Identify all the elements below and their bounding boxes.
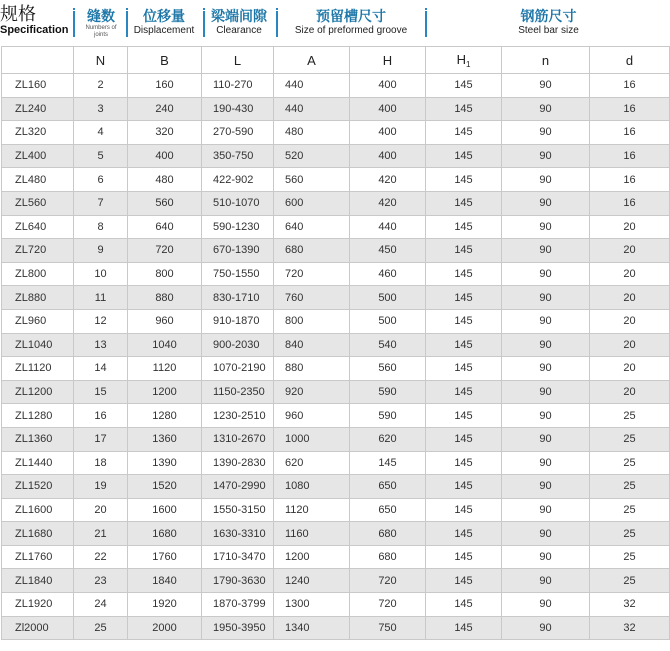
cell-groove-h: 620 bbox=[350, 427, 426, 451]
cell-joints: 24 bbox=[74, 593, 128, 617]
cell-joints: 14 bbox=[74, 357, 128, 381]
cell-spec: ZL1040 bbox=[2, 333, 74, 357]
cell-displacement: 1390 bbox=[128, 451, 202, 475]
column-header-n: N bbox=[74, 47, 128, 74]
cell-groove-h: 400 bbox=[350, 121, 426, 145]
cell-clearance: 270-590 bbox=[202, 121, 274, 145]
table-row bbox=[2, 168, 670, 192]
table-row bbox=[2, 498, 670, 522]
cell-groove-h: 720 bbox=[350, 593, 426, 617]
cell-displacement: 400 bbox=[128, 144, 202, 168]
header-groove bbox=[278, 0, 424, 44]
header-displacement bbox=[128, 0, 200, 44]
cell-spec: ZL560 bbox=[2, 191, 74, 215]
table-row bbox=[2, 121, 670, 145]
table-row bbox=[2, 239, 670, 263]
cell-steel-n: 90 bbox=[502, 380, 590, 404]
cell-spec: ZL160 bbox=[2, 74, 74, 98]
cell-steel-h1: 145 bbox=[426, 74, 502, 98]
cell-steel-n: 90 bbox=[502, 286, 590, 310]
header-specification bbox=[0, 0, 72, 44]
cell-steel-d: 25 bbox=[590, 545, 670, 569]
cell-clearance: 1230-2510 bbox=[202, 404, 274, 428]
cell-displacement: 1120 bbox=[128, 357, 202, 381]
cell-groove-h: 420 bbox=[350, 191, 426, 215]
cell-steel-d: 20 bbox=[590, 309, 670, 333]
table-row bbox=[2, 522, 670, 546]
cell-displacement: 480 bbox=[128, 168, 202, 192]
cell-steel-d: 16 bbox=[590, 168, 670, 192]
header-clearance-en: Clearance bbox=[216, 25, 262, 36]
column-header-spec bbox=[2, 47, 74, 74]
column-header-h1-subscript: 1 bbox=[465, 59, 471, 69]
cell-steel-n: 90 bbox=[502, 144, 590, 168]
cell-joints: 6 bbox=[74, 168, 128, 192]
cell-spec: ZL1600 bbox=[2, 498, 74, 522]
cell-groove-h: 500 bbox=[350, 286, 426, 310]
cell-steel-h1: 145 bbox=[426, 144, 502, 168]
column-header-h: H bbox=[350, 47, 426, 74]
cell-groove-a: 1200 bbox=[274, 545, 350, 569]
cell-steel-n: 90 bbox=[502, 545, 590, 569]
cell-steel-h1: 145 bbox=[426, 380, 502, 404]
cell-steel-h1: 145 bbox=[426, 286, 502, 310]
cell-steel-d: 16 bbox=[590, 74, 670, 98]
cell-joints: 2 bbox=[74, 74, 128, 98]
cell-groove-a: 1160 bbox=[274, 522, 350, 546]
cell-spec: ZL1520 bbox=[2, 475, 74, 499]
cell-steel-h1: 145 bbox=[426, 357, 502, 381]
cell-steel-n: 90 bbox=[502, 239, 590, 263]
cell-steel-n: 90 bbox=[502, 498, 590, 522]
header-clearance-zh: 梁端间隙 bbox=[211, 8, 267, 24]
cell-clearance: 750-1550 bbox=[202, 262, 274, 286]
cell-groove-h: 145 bbox=[350, 451, 426, 475]
cell-steel-d: 25 bbox=[590, 569, 670, 593]
cell-groove-h: 440 bbox=[350, 215, 426, 239]
cell-joints: 20 bbox=[74, 498, 128, 522]
header-clearance bbox=[205, 0, 273, 44]
table-row bbox=[2, 380, 670, 404]
column-header-a: A bbox=[274, 47, 350, 74]
cell-spec: ZL880 bbox=[2, 286, 74, 310]
cell-groove-h: 650 bbox=[350, 475, 426, 499]
cell-joints: 12 bbox=[74, 309, 128, 333]
cell-joints: 15 bbox=[74, 380, 128, 404]
cell-groove-h: 400 bbox=[350, 74, 426, 98]
column-header-b: B bbox=[128, 47, 202, 74]
cell-steel-d: 25 bbox=[590, 427, 670, 451]
cell-groove-a: 440 bbox=[274, 97, 350, 121]
cell-groove-a: 1340 bbox=[274, 616, 350, 640]
cell-steel-h1: 145 bbox=[426, 522, 502, 546]
cell-spec: ZL640 bbox=[2, 215, 74, 239]
cell-clearance: 510-1070 bbox=[202, 191, 274, 215]
cell-steel-d: 20 bbox=[590, 333, 670, 357]
cell-joints: 23 bbox=[74, 569, 128, 593]
cell-displacement: 160 bbox=[128, 74, 202, 98]
cell-steel-d: 20 bbox=[590, 380, 670, 404]
table-row bbox=[2, 97, 670, 121]
table-row bbox=[2, 144, 670, 168]
cell-joints: 7 bbox=[74, 191, 128, 215]
cell-spec: ZL1920 bbox=[2, 593, 74, 617]
cell-groove-a: 960 bbox=[274, 404, 350, 428]
cell-joints: 8 bbox=[74, 215, 128, 239]
table-row bbox=[2, 357, 670, 381]
table-row bbox=[2, 333, 670, 357]
cell-clearance: 1870-3799 bbox=[202, 593, 274, 617]
cell-clearance: 1630-3310 bbox=[202, 522, 274, 546]
cell-displacement: 1600 bbox=[128, 498, 202, 522]
cell-spec: ZL720 bbox=[2, 239, 74, 263]
cell-clearance: 1070-2190 bbox=[202, 357, 274, 381]
cell-steel-d: 25 bbox=[590, 522, 670, 546]
cell-joints: 17 bbox=[74, 427, 128, 451]
column-header-h1 bbox=[426, 47, 502, 74]
cell-steel-d: 20 bbox=[590, 357, 670, 381]
cell-joints: 18 bbox=[74, 451, 128, 475]
cell-displacement: 320 bbox=[128, 121, 202, 145]
cell-groove-h: 680 bbox=[350, 545, 426, 569]
cell-groove-h: 500 bbox=[350, 309, 426, 333]
cell-steel-d: 16 bbox=[590, 191, 670, 215]
header-specification-en: Specification bbox=[0, 24, 69, 36]
cell-steel-d: 20 bbox=[590, 286, 670, 310]
cell-steel-h1: 145 bbox=[426, 593, 502, 617]
cell-groove-h: 450 bbox=[350, 239, 426, 263]
cell-groove-a: 680 bbox=[274, 239, 350, 263]
cell-clearance: 830-1710 bbox=[202, 286, 274, 310]
header-joints-zh: 缝数 bbox=[87, 8, 115, 24]
cell-joints: 11 bbox=[74, 286, 128, 310]
table-row bbox=[2, 191, 670, 215]
cell-groove-a: 1000 bbox=[274, 427, 350, 451]
cell-steel-h1: 145 bbox=[426, 191, 502, 215]
table-row bbox=[2, 475, 670, 499]
cell-displacement: 1920 bbox=[128, 593, 202, 617]
cell-steel-h1: 145 bbox=[426, 309, 502, 333]
header-specification-zh: 规格 bbox=[0, 4, 36, 24]
cell-steel-h1: 145 bbox=[426, 475, 502, 499]
cell-steel-d: 25 bbox=[590, 404, 670, 428]
table-row bbox=[2, 74, 670, 98]
cell-steel-n: 90 bbox=[502, 475, 590, 499]
cell-clearance: 422-902 bbox=[202, 168, 274, 192]
header-displacement-zh: 位移量 bbox=[143, 8, 185, 24]
cell-spec: ZL960 bbox=[2, 309, 74, 333]
cell-spec: ZL480 bbox=[2, 168, 74, 192]
specification-table bbox=[1, 46, 670, 640]
cell-steel-h1: 145 bbox=[426, 168, 502, 192]
cell-groove-a: 600 bbox=[274, 191, 350, 215]
table-row bbox=[2, 569, 670, 593]
header-joints-en: Numbers of joints bbox=[85, 25, 117, 38]
cell-joints: 22 bbox=[74, 545, 128, 569]
cell-joints: 10 bbox=[74, 262, 128, 286]
cell-steel-n: 90 bbox=[502, 121, 590, 145]
cell-steel-h1: 145 bbox=[426, 333, 502, 357]
table-row bbox=[2, 286, 670, 310]
cell-groove-a: 1080 bbox=[274, 475, 350, 499]
table-row bbox=[2, 404, 670, 428]
cell-displacement: 640 bbox=[128, 215, 202, 239]
cell-spec: ZL1280 bbox=[2, 404, 74, 428]
cell-clearance: 1710-3470 bbox=[202, 545, 274, 569]
cell-steel-n: 90 bbox=[502, 451, 590, 475]
cell-steel-h1: 145 bbox=[426, 545, 502, 569]
cell-groove-a: 1300 bbox=[274, 593, 350, 617]
cell-steel-n: 90 bbox=[502, 522, 590, 546]
cell-steel-h1: 145 bbox=[426, 427, 502, 451]
table-header-band bbox=[0, 0, 670, 44]
cell-groove-a: 520 bbox=[274, 144, 350, 168]
cell-clearance: 190-430 bbox=[202, 97, 274, 121]
header-steel-en: Steel bar size bbox=[518, 25, 579, 36]
cell-steel-n: 90 bbox=[502, 404, 590, 428]
cell-groove-a: 880 bbox=[274, 357, 350, 381]
cell-steel-h1: 145 bbox=[426, 239, 502, 263]
cell-steel-n: 90 bbox=[502, 74, 590, 98]
cell-clearance: 110-270 bbox=[202, 74, 274, 98]
cell-steel-n: 90 bbox=[502, 593, 590, 617]
cell-spec: ZL1200 bbox=[2, 380, 74, 404]
cell-steel-h1: 145 bbox=[426, 262, 502, 286]
cell-joints: 5 bbox=[74, 144, 128, 168]
cell-groove-a: 1120 bbox=[274, 498, 350, 522]
cell-joints: 19 bbox=[74, 475, 128, 499]
header-groove-en: Size of preformed groove bbox=[294, 25, 408, 36]
cell-displacement: 1200 bbox=[128, 380, 202, 404]
cell-groove-h: 540 bbox=[350, 333, 426, 357]
cell-clearance: 1550-3150 bbox=[202, 498, 274, 522]
header-divider bbox=[73, 11, 75, 37]
cell-displacement: 1520 bbox=[128, 475, 202, 499]
cell-displacement: 960 bbox=[128, 309, 202, 333]
cell-groove-a: 720 bbox=[274, 262, 350, 286]
table-row bbox=[2, 262, 670, 286]
table-row bbox=[2, 451, 670, 475]
cell-spec: ZL320 bbox=[2, 121, 74, 145]
cell-groove-a: 840 bbox=[274, 333, 350, 357]
cell-displacement: 1040 bbox=[128, 333, 202, 357]
cell-groove-h: 420 bbox=[350, 168, 426, 192]
table-row bbox=[2, 215, 670, 239]
cell-steel-d: 32 bbox=[590, 616, 670, 640]
cell-steel-d: 25 bbox=[590, 451, 670, 475]
table-row bbox=[2, 616, 670, 640]
cell-steel-n: 90 bbox=[502, 569, 590, 593]
cell-clearance: 1150-2350 bbox=[202, 380, 274, 404]
cell-groove-h: 400 bbox=[350, 97, 426, 121]
cell-spec: ZL800 bbox=[2, 262, 74, 286]
column-header-n-lower: n bbox=[502, 47, 590, 74]
cell-steel-h1: 145 bbox=[426, 569, 502, 593]
cell-displacement: 1680 bbox=[128, 522, 202, 546]
cell-steel-h1: 145 bbox=[426, 121, 502, 145]
cell-joints: 3 bbox=[74, 97, 128, 121]
cell-steel-n: 90 bbox=[502, 262, 590, 286]
cell-groove-h: 680 bbox=[350, 522, 426, 546]
cell-steel-h1: 145 bbox=[426, 215, 502, 239]
cell-groove-a: 920 bbox=[274, 380, 350, 404]
cell-steel-d: 16 bbox=[590, 144, 670, 168]
cell-displacement: 880 bbox=[128, 286, 202, 310]
cell-spec: ZL1360 bbox=[2, 427, 74, 451]
cell-steel-h1: 145 bbox=[426, 404, 502, 428]
cell-displacement: 1760 bbox=[128, 545, 202, 569]
header-steel bbox=[427, 0, 670, 44]
cell-steel-h1: 145 bbox=[426, 616, 502, 640]
cell-spec: ZL1840 bbox=[2, 569, 74, 593]
cell-displacement: 560 bbox=[128, 191, 202, 215]
cell-displacement: 1360 bbox=[128, 427, 202, 451]
cell-steel-n: 90 bbox=[502, 191, 590, 215]
cell-steel-n: 90 bbox=[502, 168, 590, 192]
cell-steel-d: 25 bbox=[590, 498, 670, 522]
cell-clearance: 590-1230 bbox=[202, 215, 274, 239]
cell-joints: 16 bbox=[74, 404, 128, 428]
cell-groove-h: 590 bbox=[350, 380, 426, 404]
cell-clearance: 910-1870 bbox=[202, 309, 274, 333]
column-header-d: d bbox=[590, 47, 670, 74]
cell-steel-n: 90 bbox=[502, 97, 590, 121]
cell-joints: 9 bbox=[74, 239, 128, 263]
cell-steel-h1: 145 bbox=[426, 451, 502, 475]
cell-steel-d: 16 bbox=[590, 97, 670, 121]
cell-groove-a: 1240 bbox=[274, 569, 350, 593]
header-displacement-en: Displacement bbox=[133, 25, 195, 36]
cell-displacement: 1840 bbox=[128, 569, 202, 593]
column-header-l: L bbox=[202, 47, 274, 74]
cell-groove-a: 440 bbox=[274, 74, 350, 98]
cell-steel-n: 90 bbox=[502, 215, 590, 239]
cell-clearance: 900-2030 bbox=[202, 333, 274, 357]
cell-joints: 4 bbox=[74, 121, 128, 145]
cell-groove-h: 650 bbox=[350, 498, 426, 522]
cell-steel-n: 90 bbox=[502, 333, 590, 357]
cell-steel-d: 20 bbox=[590, 215, 670, 239]
table-row bbox=[2, 427, 670, 451]
cell-spec: ZL240 bbox=[2, 97, 74, 121]
cell-groove-h: 750 bbox=[350, 616, 426, 640]
cell-spec: ZL1760 bbox=[2, 545, 74, 569]
cell-groove-a: 760 bbox=[274, 286, 350, 310]
header-steel-zh: 钢筋尺寸 bbox=[520, 8, 577, 24]
cell-steel-n: 90 bbox=[502, 616, 590, 640]
cell-spec: ZL1680 bbox=[2, 522, 74, 546]
cell-spec: Zl2000 bbox=[2, 616, 74, 640]
cell-groove-h: 590 bbox=[350, 404, 426, 428]
table-body bbox=[2, 74, 670, 640]
cell-steel-d: 32 bbox=[590, 593, 670, 617]
cell-groove-a: 800 bbox=[274, 309, 350, 333]
column-header-h1-label: H bbox=[456, 51, 466, 67]
cell-spec: ZL400 bbox=[2, 144, 74, 168]
cell-joints: 21 bbox=[74, 522, 128, 546]
cell-displacement: 240 bbox=[128, 97, 202, 121]
cell-steel-n: 90 bbox=[502, 309, 590, 333]
cell-steel-n: 90 bbox=[502, 427, 590, 451]
header-groove-zh: 预留槽尺寸 bbox=[316, 8, 386, 24]
cell-displacement: 1280 bbox=[128, 404, 202, 428]
cell-steel-h1: 145 bbox=[426, 97, 502, 121]
cell-displacement: 720 bbox=[128, 239, 202, 263]
cell-clearance: 670-1390 bbox=[202, 239, 274, 263]
cell-spec: ZL1440 bbox=[2, 451, 74, 475]
cell-joints: 13 bbox=[74, 333, 128, 357]
cell-steel-d: 20 bbox=[590, 262, 670, 286]
cell-groove-h: 460 bbox=[350, 262, 426, 286]
cell-clearance: 350-750 bbox=[202, 144, 274, 168]
header-joints bbox=[78, 0, 124, 44]
cell-spec: ZL1120 bbox=[2, 357, 74, 381]
cell-steel-n: 90 bbox=[502, 357, 590, 381]
cell-clearance: 1310-2670 bbox=[202, 427, 274, 451]
cell-joints: 25 bbox=[74, 616, 128, 640]
cell-clearance: 1790-3630 bbox=[202, 569, 274, 593]
cell-displacement: 800 bbox=[128, 262, 202, 286]
cell-steel-d: 16 bbox=[590, 121, 670, 145]
cell-groove-a: 640 bbox=[274, 215, 350, 239]
cell-steel-h1: 145 bbox=[426, 498, 502, 522]
cell-steel-d: 20 bbox=[590, 239, 670, 263]
column-header-row bbox=[2, 47, 670, 74]
cell-groove-h: 560 bbox=[350, 357, 426, 381]
table-row bbox=[2, 593, 670, 617]
table-row bbox=[2, 309, 670, 333]
cell-steel-d: 25 bbox=[590, 475, 670, 499]
cell-groove-a: 560 bbox=[274, 168, 350, 192]
cell-groove-a: 480 bbox=[274, 121, 350, 145]
cell-groove-a: 620 bbox=[274, 451, 350, 475]
cell-displacement: 2000 bbox=[128, 616, 202, 640]
cell-groove-h: 720 bbox=[350, 569, 426, 593]
cell-clearance: 1390-2830 bbox=[202, 451, 274, 475]
cell-groove-h: 400 bbox=[350, 144, 426, 168]
table-row bbox=[2, 545, 670, 569]
cell-clearance: 1950-3950 bbox=[202, 616, 274, 640]
cell-clearance: 1470-2990 bbox=[202, 475, 274, 499]
